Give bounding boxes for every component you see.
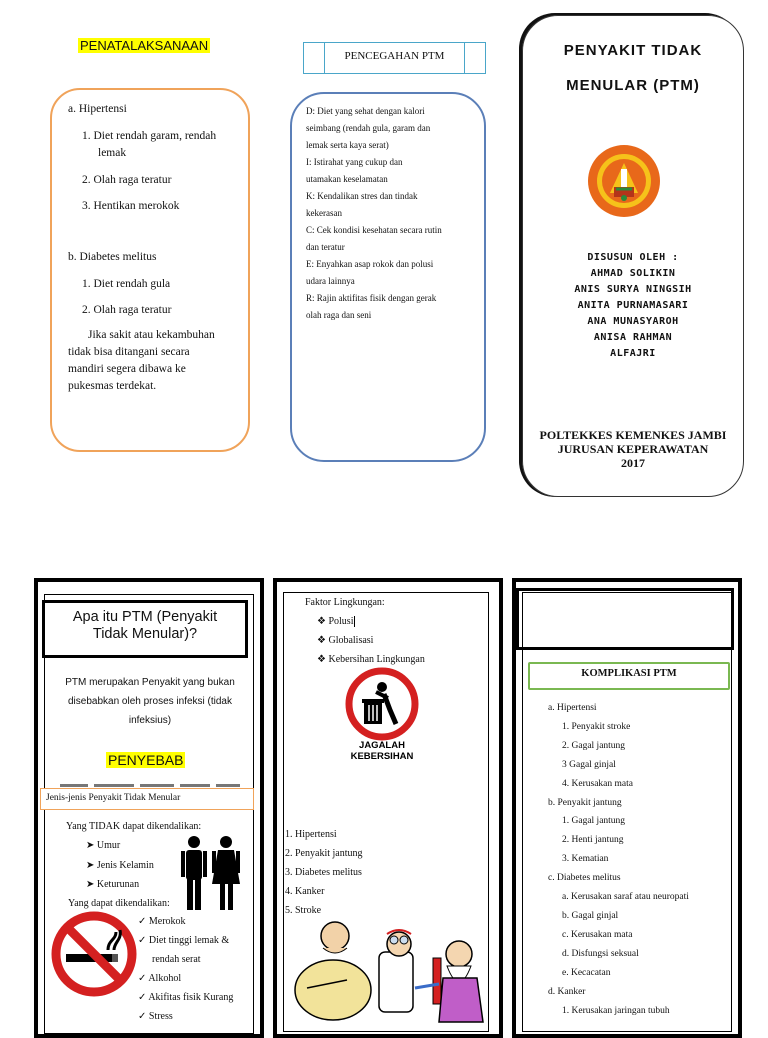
list-item: 3. Hentikan merokok bbox=[82, 200, 180, 212]
komplikasi-item: b. Gagal ginjal bbox=[562, 910, 619, 921]
komplikasi-heading: b. Penyakit jantung bbox=[548, 797, 622, 808]
jagalah-kebersihan-sign bbox=[340, 666, 424, 764]
cover-title-line2: MENULAR (PTM) bbox=[566, 77, 700, 94]
pencegahan-text bbox=[306, 103, 470, 324]
diamond-bullet-icon: ❖ bbox=[317, 654, 329, 665]
list-item: lemak bbox=[98, 147, 127, 159]
sign-text-2: KEBERSIHAN bbox=[350, 751, 414, 762]
jenis-label: Jenis-jenis Penyakit Tidak Menular bbox=[46, 793, 181, 803]
author-name: ANITA PURNAMASARI bbox=[577, 300, 689, 311]
author-name: ANISA RAHMAN bbox=[593, 332, 673, 343]
arrow-bullet-icon: ➤ bbox=[86, 840, 97, 851]
list-item-cont: rendah serat bbox=[152, 954, 201, 965]
list-item: 1. Diet rendah garam, rendah bbox=[82, 130, 217, 142]
komplikasi-title: KOMPLIKASI PTM bbox=[581, 668, 677, 679]
list-item: ✓ Akifitas fisik Kurang bbox=[138, 992, 234, 1003]
note-line: pukesmas terdekat. bbox=[68, 380, 157, 392]
text-line: olah raga dan seni bbox=[306, 310, 372, 320]
komplikasi-item: 1. Penyakit stroke bbox=[562, 721, 631, 732]
komplikasi-item: 2. Henti jantung bbox=[562, 835, 624, 846]
komplikasi-heading: d. Kanker bbox=[548, 986, 586, 997]
poltekkes-logo bbox=[586, 143, 662, 219]
man-woman-icon bbox=[178, 834, 244, 912]
penyebab-heading: PENYEBAB bbox=[108, 752, 184, 768]
list-item: ✓ Merokok bbox=[138, 916, 186, 927]
diamond-bullet-icon: ❖ bbox=[317, 635, 329, 646]
check-icon: ✓ bbox=[138, 935, 149, 946]
text-line: K: Kendalikan stres dan tindak bbox=[306, 191, 418, 201]
institution-line: 2017 bbox=[621, 456, 645, 470]
komplikasi-item: 2. Gagal jantung bbox=[562, 740, 626, 751]
authors-block bbox=[522, 250, 744, 362]
doctor-patient-illustration bbox=[287, 918, 487, 1024]
dapat-heading: Yang dapat dikendalikan: bbox=[68, 898, 170, 909]
komplikasi-list bbox=[548, 699, 734, 1020]
list-item: 1. Diet rendah gula bbox=[82, 278, 171, 290]
list-item: 2. Olah raga teratur bbox=[82, 304, 172, 316]
komplikasi-item: 3 Gagal ginjal bbox=[562, 759, 616, 770]
komplikasi-item: 1. Kerusakan jaringan tubuh bbox=[562, 1005, 670, 1016]
list-item: ❖ Globalisasi bbox=[317, 635, 374, 646]
no-smoking-icon bbox=[50, 910, 138, 998]
institution-line: POLTEKKES KEMENKES JAMBI bbox=[539, 428, 727, 442]
text-line: utamakan keselamatan bbox=[306, 174, 388, 184]
list-item: ❖ Polusi bbox=[317, 616, 354, 627]
institution-block bbox=[522, 428, 744, 470]
text-line: I: Istirahat yang cukup dan bbox=[306, 157, 403, 167]
diamond-bullet-icon: ❖ bbox=[317, 616, 329, 627]
institution-line: JURUSAN KEPERAWATAN bbox=[557, 442, 709, 456]
check-icon: ✓ bbox=[138, 1011, 149, 1022]
disusun-label: DISUSUN OLEH : bbox=[587, 252, 679, 263]
tidak-dapat-heading: Yang TIDAK dapat dikendalikan: bbox=[66, 821, 202, 832]
hipertensi-heading: a. Hipertensi bbox=[68, 103, 127, 115]
ptm-description bbox=[50, 673, 250, 730]
text-line: C: Cek kondisi kesehatan secara rutin bbox=[306, 225, 442, 235]
jenis-item: 4. Kanker bbox=[285, 886, 325, 897]
note-line: Jika sakit atau kekambuhan bbox=[88, 329, 215, 341]
author-name: AHMAD SOLIKIN bbox=[590, 268, 676, 279]
text-line: dan teratur bbox=[306, 242, 345, 252]
text-line: E: Enyahkan asap rokok dan polusi bbox=[306, 259, 434, 269]
text-line: kekerasan bbox=[306, 208, 342, 218]
jenis-item: 3. Diabetes melitus bbox=[285, 867, 362, 878]
list-item: ✓ Diet tinggi lemak & bbox=[138, 935, 230, 946]
komplikasi-heading: c. Diabetes melitus bbox=[548, 873, 621, 884]
list-item: ➤ Keturunan bbox=[86, 879, 140, 890]
penatalaksanaan-title: PENATALAKSANAAN bbox=[80, 38, 209, 53]
jenis-item: 2. Penyakit jantung bbox=[285, 848, 363, 859]
text-line: udara lainnya bbox=[306, 276, 355, 286]
desc-line: infeksius) bbox=[128, 715, 172, 726]
sign-text-1: JAGALAH bbox=[359, 740, 405, 751]
author-name: ANIS SURYA NINGSIH bbox=[574, 284, 692, 295]
cover-title-line1: PENYAKIT TIDAK bbox=[563, 42, 703, 59]
komplikasi-item: 3. Kematian bbox=[562, 854, 609, 865]
note-line: mandiri segera dibawa ke bbox=[68, 363, 186, 375]
komplikasi-heading: a. Hipertensi bbox=[548, 703, 597, 713]
diabetes-heading: b. Diabetes melitus bbox=[68, 251, 157, 263]
desc-line: disebabkan oleh proses infeksi (tidak bbox=[68, 696, 232, 707]
komplikasi-item: 1. Gagal jantung bbox=[562, 816, 626, 827]
komplikasi-item: d. Disfungsi seksual bbox=[562, 948, 639, 959]
list-item: ✓ Stress bbox=[138, 1011, 173, 1022]
logo-icon bbox=[586, 143, 662, 219]
author-name: ALFAJRI bbox=[610, 348, 656, 359]
text-line: D: Diet yang sehat dengan kalori bbox=[306, 106, 425, 116]
arrow-bullet-icon: ➤ bbox=[86, 860, 97, 871]
komplikasi-item: 4. Kerusakan mata bbox=[562, 778, 633, 789]
pencegahan-title-box bbox=[303, 42, 486, 74]
check-icon: ✓ bbox=[138, 973, 149, 984]
check-icon: ✓ bbox=[138, 992, 149, 1003]
author-name: ANA MUNASYAROH bbox=[587, 316, 679, 327]
komplikasi-item: a. Kerusakan saraf atau neuropati bbox=[562, 892, 689, 903]
faktor-heading: Faktor Lingkungan: bbox=[305, 597, 385, 608]
komplikasi-top-box bbox=[516, 588, 734, 650]
komplikasi-item: c. Kerusakan mata bbox=[562, 929, 633, 940]
pencegahan-title: PENCEGAHAN PTM bbox=[344, 50, 445, 62]
desc-line: PTM merupakan Penyakit yang bukan bbox=[65, 677, 235, 688]
text-line: seimbang (rendah gula, garam dan bbox=[306, 123, 431, 133]
note-line: tidak bisa ditangani secara bbox=[68, 346, 190, 358]
list-item: ➤ Jenis Kelamin bbox=[86, 860, 154, 871]
list-item: ❖ Kebersihan Lingkungan bbox=[317, 654, 425, 665]
text-line: lemak serta kaya serat) bbox=[306, 140, 389, 150]
arrow-bullet-icon: ➤ bbox=[86, 879, 97, 890]
check-icon: ✓ bbox=[138, 916, 149, 927]
jenis-item: 5. Stroke bbox=[285, 905, 322, 916]
apa-itu-title-line: Apa itu PTM (Penyakit bbox=[72, 609, 218, 625]
jenis-item: 1. Hipertensi bbox=[285, 829, 337, 840]
komplikasi-item: e. Kecacatan bbox=[562, 967, 611, 978]
list-item: ✓ Alkohol bbox=[138, 973, 182, 984]
apa-itu-title-line: Tidak Menular)? bbox=[92, 626, 198, 642]
apa-itu-title bbox=[42, 609, 248, 643]
text-line: R: Rajin aktifitas fisik dengan gerak bbox=[306, 293, 437, 303]
list-item: ➤ Umur bbox=[86, 840, 121, 851]
list-item: 2. Olah raga teratur bbox=[82, 174, 172, 186]
